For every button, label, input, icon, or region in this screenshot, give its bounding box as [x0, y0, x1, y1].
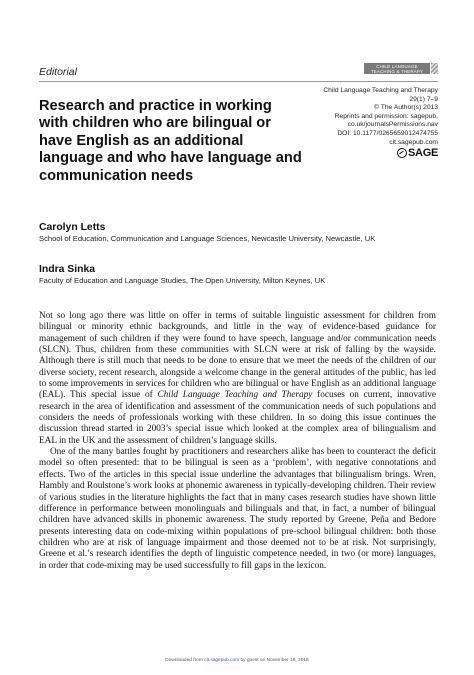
- author-name: Carolyn Letts: [39, 222, 106, 233]
- author-affiliation: School of Education, Communication and Language Sciences, Newcastle University, Newcastle, UK: [39, 234, 376, 243]
- header-rule: [39, 81, 438, 82]
- author-block-1: [39, 222, 375, 244]
- meta-reprints: Reprints and permission: sagepub.: [334, 112, 438, 120]
- download-footer: [0, 658, 474, 663]
- sage-logo-icon: [397, 148, 407, 158]
- meta-journal-url: clt.sagepub.com: [389, 138, 438, 146]
- footer-suffix: by guest on November 16, 2016: [239, 658, 309, 663]
- footer-link[interactable]: clt.sagepub.com: [204, 658, 240, 663]
- journal-logo-text: CHILD LANGUAGE TEACHING & THERAPY: [364, 63, 430, 74]
- article-body: [39, 311, 436, 572]
- journal-title-italic: Child Language Teaching and Therapy: [157, 390, 313, 401]
- meta-permissions: co.uk/journalsPermissions.nav: [347, 121, 438, 129]
- author-affiliation: Faculty of Education and Language Studies, The Open University, Milton Keynes, UK: [39, 276, 326, 285]
- paragraph-text: Not so long ago there was little on offer in terms of suitable linguistic assessment for children from bilingual or minority ethnic backgrounds, and little in the way of evidence-based guidance for management of such children if they were found to have speech, language and/or communication needs (SLCN). Thus, children from these communities with SLCN were at risk of falling by the wayside. Although there is still much that needs to be done to ensure that we meet the needs of the children of our diverse society, recent research, alongside a welcome change in the general attitudes of the public, has led to some improvements in services for children who are bilingual or have English as an additional language (EAL). This special issue of: [39, 311, 436, 401]
- meta-journal-name: Child Language Teaching and Therapy: [323, 87, 438, 94]
- section-label: Editorial: [39, 66, 77, 78]
- article-title: Research and practice in working with children who are bilingual or have English as an additional language and who have language and communication needs: [39, 98, 302, 184]
- meta-doi: DOI: 10.1177/0265659012474755: [337, 129, 438, 137]
- meta-volume: 29(1) 7–9: [409, 95, 438, 103]
- publisher-name: SAGE: [408, 146, 438, 159]
- body-paragraph-2: One of the many battles fought by practitioners and researchers alike has been to counteract the deficit model so often presented: that to be bilingual is seen as a ‘problem’, with negative connotations and effects. Two of the articles in this special issue underline the advantages that bilingualism brings. Wren, Hambly and Roulstone’s work looks at phonemic awareness in typically-developing children. Their review of various studies in the literature highlights the fact that in many cases research studies have shown little difference in performance between monolinguals and bilinguals and that, in fact, a number of bilingual children have advanced skills in phonemic awareness. The study reported by Greene, Peña and Bedore presents interesting data on code-mixing within populations of pre-school bilingual children: both those children who are at risk of language impairment and those deemed not to be at risk. Not surprisingly, Greene et al.’s research identifies the depth of linguistic competence needed, in two (or more) languages, in order that code-mixing may be used successfully to fill gaps in the lexicon.: [39, 447, 436, 571]
- author-block-2: [39, 264, 325, 286]
- journal-meta: [298, 87, 438, 158]
- author-name: Indra Sinka: [39, 264, 96, 275]
- journal-logo-stripe: [431, 63, 438, 74]
- paragraph-text: focuses on current, innovative research in the area of identification and assessment of the communication needs of such populations and considers the needs of professionals working with these children. In so doing this issue continues the discussion thread started in 2003’s special issue which looked at the complex area of bilingualism and EAL in the UK and the assessment of children’s language skills.: [39, 390, 437, 446]
- footer-prefix: Downloaded from: [165, 658, 205, 663]
- body-paragraph-1: [39, 311, 436, 447]
- publisher-logo: [298, 148, 438, 158]
- meta-copyright: © The Author(s) 2013: [374, 104, 438, 112]
- journal-logo: [364, 63, 438, 74]
